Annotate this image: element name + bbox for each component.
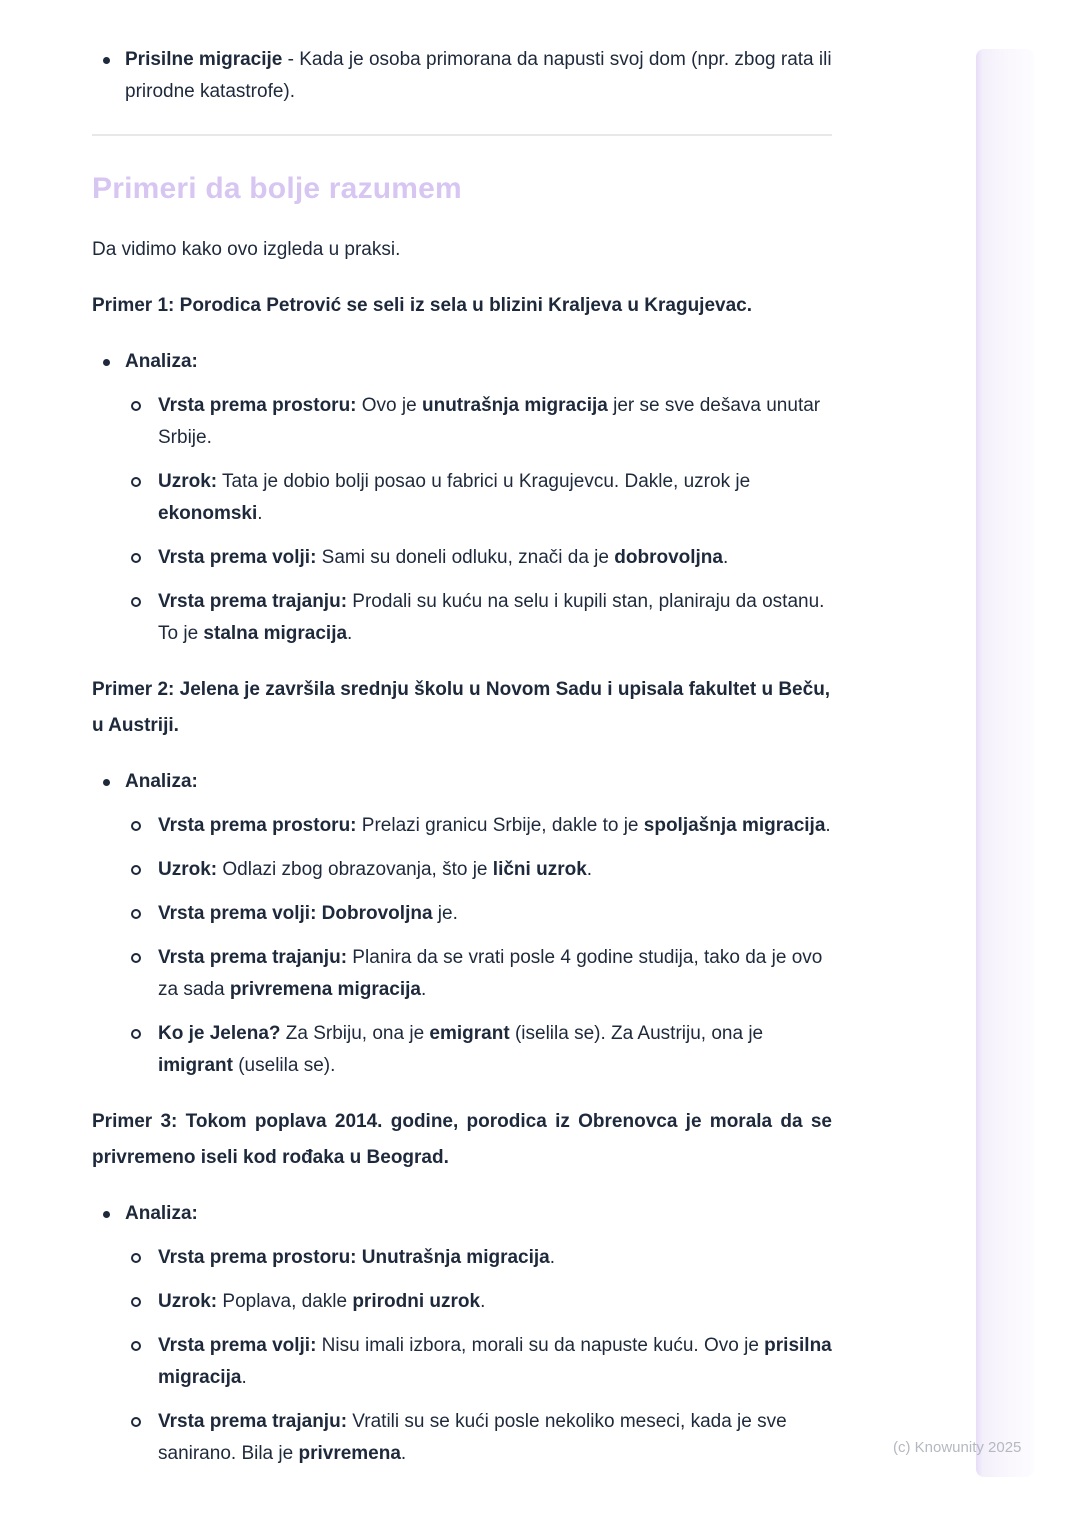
text-run: . (400, 1443, 407, 1464)
analysis-item (125, 1242, 832, 1274)
text-run: Planira da se vrati posle 4 godine studija, tako da je ovo za sada (158, 947, 823, 1000)
text-run: Vrsta prema prostoru: (158, 395, 357, 416)
primer-2-analysis (92, 766, 832, 1082)
text-run: Tata je dobio bolji posao u fabrici u Kragujevcu. Dakle, uzrok je (217, 471, 751, 492)
text-run: Uzrok: (158, 859, 218, 880)
text-run: Nisu imali izbora, morali su da napuste kuću. Ovo je (316, 1335, 765, 1356)
text-run: . (825, 815, 831, 836)
text-run: Vrsta prema prostoru: (158, 815, 357, 836)
analysis-item (125, 542, 832, 574)
definitions-list (92, 44, 832, 108)
text-run: Ko je Jelena? (158, 1023, 281, 1044)
primer-3-title: Primer 3: Tokom poplava 2014. godine, porodica iz Obrenovca je morala da se privremeno iseli kod rođaka u Beograd. (92, 1111, 832, 1168)
analysis-item (125, 1406, 832, 1470)
text-run: (iselila se). Za Austriju, ona je (509, 1023, 764, 1044)
text-run: prirodni uzrok (352, 1291, 481, 1312)
section-divider (92, 134, 832, 136)
text-run: Prelazi granicu Srbije, dakle to je (356, 815, 644, 836)
text-run: privremena migracija (229, 979, 421, 1000)
text-run: Prodali su kuću na selu i kupili stan, planiraju da ostanu. To je (158, 591, 825, 644)
text-run: (uselila se). (232, 1055, 336, 1076)
analysis-block (92, 1198, 832, 1470)
primer-1-analysis-list (125, 390, 832, 650)
primer-1-title: Primer 1: Porodica Petrović se seli iz sela u blizini Kraljeva u Kragujevac. (92, 295, 752, 316)
text-run: unutrašnja migracija (421, 395, 608, 416)
text-run: stalna migracija (203, 623, 348, 644)
text-run: spoljašnja migracija (643, 815, 826, 836)
primer-3-analysis-label: Analiza: (125, 1203, 198, 1224)
primer-2-title: Primer 2: Jelena je završila srednju školu u Novom Sadu i upisala fakultet u Beču, u Austriji. (92, 679, 831, 736)
text-run: . (420, 979, 427, 1000)
text-run: . (241, 1367, 247, 1388)
text-run: Vrsta prema trajanju: (158, 1411, 348, 1432)
text-run: Vrsta prema volji: (158, 1335, 317, 1356)
analysis-item (125, 1018, 832, 1082)
analysis-item (125, 1330, 832, 1394)
examples-intro: Da vidimo kako ovo izgleda u praksi. (92, 239, 401, 260)
primer-3-analysis-list (125, 1242, 832, 1470)
text-run: ekonomski (158, 503, 258, 524)
text-run: - Kada je osoba primorana da napusti svoj dom (npr. zbog rata ili prirodne katastrofe). (125, 49, 832, 102)
text-run: je. (432, 903, 458, 924)
text-run: Vrsta prema volji: (158, 547, 317, 568)
text-run: Vratili su se kući posle nekoliko meseci, kada je sve sanirano. Bila je (158, 1411, 787, 1464)
text-run: Uzrok: (158, 1291, 218, 1312)
primer-1-analysis (92, 346, 832, 650)
text-run: Vrsta prema prostoru: Unutrašnja migracija (158, 1247, 550, 1268)
analysis-item (125, 810, 832, 842)
text-run: . (586, 859, 593, 880)
primer-2-analysis-label: Analiza: (125, 771, 198, 792)
definition-item-prisilne-migracije (92, 44, 832, 108)
text-run: . (257, 503, 263, 524)
analysis-item (125, 854, 832, 886)
text-run: privremena (298, 1443, 401, 1464)
analysis-item (125, 586, 832, 650)
analysis-item (125, 898, 832, 930)
text-run: Za Srbiju, ona je (280, 1023, 430, 1044)
text-run: Ovo je (356, 395, 422, 416)
text-run: dobrovoljna (614, 547, 723, 568)
text-run: . (549, 1247, 556, 1268)
text-run: lični uzrok (492, 859, 587, 880)
text-run: jer se sve dešava unutar Srbije. (158, 395, 821, 448)
text-run: Sami su doneli odluku, znači da je (316, 547, 615, 568)
primer-1-analysis-label: Analiza: (125, 351, 198, 372)
text-run: Uzrok: (158, 471, 218, 492)
text-run: prisilna migracija (158, 1335, 832, 1388)
analysis-block (92, 766, 832, 1082)
analysis-item (125, 942, 832, 1006)
text-run: Odlazi zbog obrazovanja, što je (217, 859, 493, 880)
analysis-block (92, 346, 832, 650)
text-run: Vrsta prema trajanju: (158, 947, 348, 968)
text-run: . (480, 1291, 486, 1312)
text-run: Vrsta prema trajanju: (158, 591, 348, 612)
examples-heading: Primeri da bolje razumem (92, 172, 462, 205)
page-edge-strip (976, 49, 1034, 1477)
analysis-item (125, 466, 832, 530)
copyright-watermark: (c) Knowunity 2025 (893, 1439, 1022, 1456)
analysis-item (125, 1286, 832, 1318)
text-run: Prisilne migracije (125, 49, 283, 70)
analysis-item (125, 390, 832, 454)
text-run: Poplava, dakle (217, 1291, 353, 1312)
note-document-content (92, 44, 832, 1470)
text-run: emigrant (429, 1023, 510, 1044)
primer-3-analysis (92, 1198, 832, 1470)
text-run: imigrant (158, 1055, 233, 1076)
text-run: . (722, 547, 729, 568)
primer-2-analysis-list (125, 810, 832, 1082)
text-run: Vrsta prema volji: Dobrovoljna (158, 903, 433, 924)
text-run: . (347, 623, 353, 644)
